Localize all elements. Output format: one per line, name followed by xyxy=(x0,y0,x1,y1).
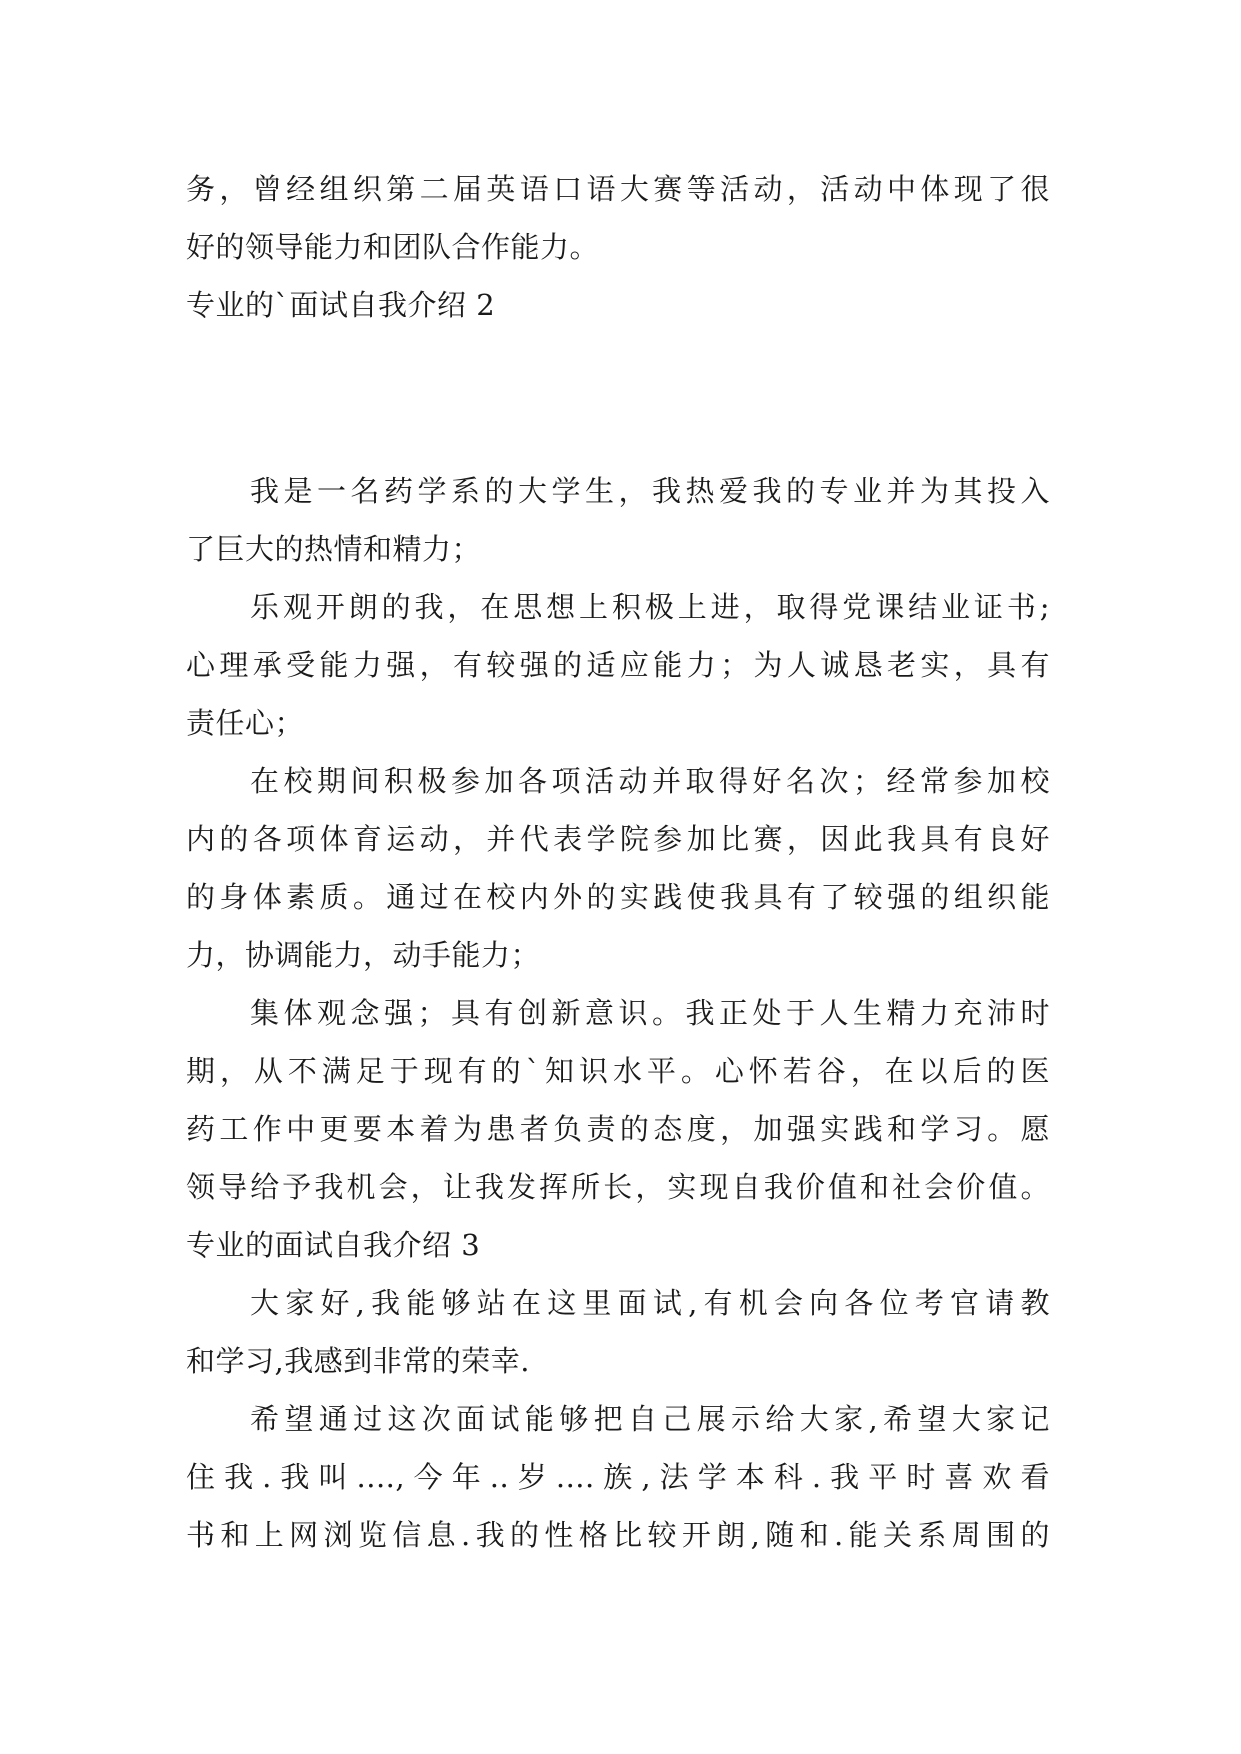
text-line: 书和上网浏览信息.我的性格比较开朗,随和.能关系周围的 xyxy=(186,1518,1050,1552)
text-line: 力，协调能力，动手能力； xyxy=(186,938,541,972)
text-line: 大家好,我能够站在这里面试,有机会向各位考官请教 xyxy=(250,1286,1050,1320)
section-heading-2: 专业的`面试自我介绍 2 xyxy=(186,288,496,322)
document-body xyxy=(186,160,1050,1564)
text-line: 务，曾经组织第二届英语口语大赛等活动，活动中体现了很 xyxy=(186,172,1050,206)
paragraph-collective xyxy=(186,984,1050,1216)
section-heading-3: 专业的面试自我介绍 3 xyxy=(186,1228,481,1262)
paragraph-greeting xyxy=(186,1274,1050,1390)
text-line: 乐观开朗的我，在思想上积极上进，取得党课结业证书; xyxy=(250,590,1050,624)
paragraph-pharmacy-student xyxy=(186,462,1050,578)
paragraph-activities xyxy=(186,752,1050,984)
text-line: 领导给予我机会，让我发挥所长，实现自我价值和社会价值。 xyxy=(186,1170,1050,1204)
text-line: 集体观念强；具有创新意识。我正处于人生精力充沛时 xyxy=(250,996,1050,1030)
text-line: 了巨大的热情和精力； xyxy=(186,532,482,566)
text-line: 的身体素质。通过在校内外的实践使我具有了较强的组织能 xyxy=(186,880,1050,914)
text-line: 药工作中更要本着为患者负责的态度，加强实践和学习。愿 xyxy=(186,1112,1050,1146)
blank-space xyxy=(186,334,1050,462)
text-line: 内的各项体育运动，并代表学院参加比赛，因此我具有良好 xyxy=(186,822,1050,856)
text-line: 我是一名药学系的大学生，我热爱我的专业并为其投入 xyxy=(250,474,1050,508)
text-line: 希望通过这次面试能够把自己展示给大家,希望大家记 xyxy=(250,1402,1050,1436)
text-line: 住我.我叫....,今年..岁....族,法学本科.我平时喜欢看 xyxy=(186,1460,1050,1494)
text-line: 和学习,我感到非常的荣幸. xyxy=(186,1344,530,1378)
text-line: 心理承受能力强，有较强的适应能力；为人诚恳老实，具有 xyxy=(186,648,1050,682)
paragraph-optimistic xyxy=(186,578,1050,752)
text-line: 期，从不满足于现有的`知识水平。心怀若谷，在以后的医 xyxy=(186,1054,1050,1088)
text-line: 好的领导能力和团队合作能力。 xyxy=(186,230,600,264)
text-line: 在校期间积极参加各项活动并取得好名次；经常参加校 xyxy=(250,764,1050,798)
text-line: 责任心； xyxy=(186,706,305,740)
paragraph-introduction xyxy=(186,1390,1050,1564)
paragraph-continued xyxy=(186,160,1050,276)
